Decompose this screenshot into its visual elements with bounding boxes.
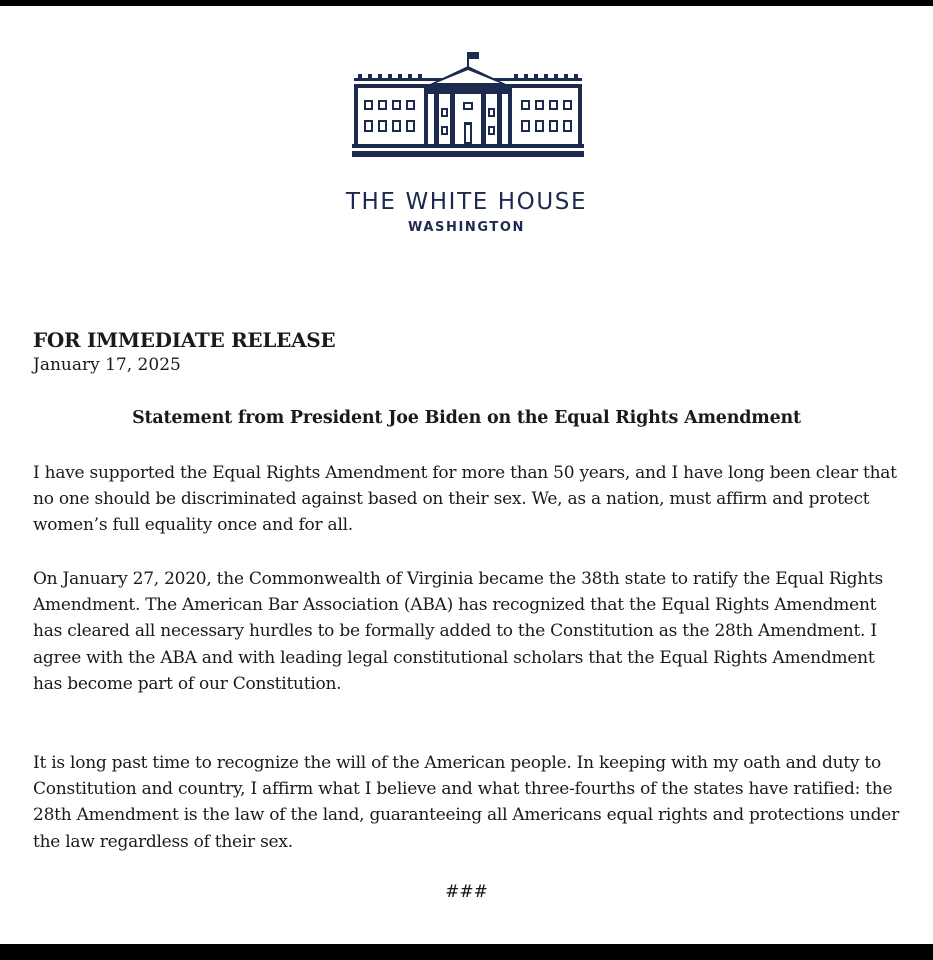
statement-paragraph: On January 27, 2020, the Commonwealth of Virginia became the 38th state to ratify the Equal Rights Amendment. The American Bar Association (ABA) has recognized that the Equal Rights Amendment has cleared all necessary hurdles to be formally added to the Constitution as the 28th Amendment. I agree with the ABA and with leading legal constitutional scholars that the Equal Rights Amendment has become part of our Constitution. [33, 569, 884, 694]
release-date: January 17, 2025 [33, 355, 181, 375]
press-release-page [0, 6, 933, 944]
white-house-building-icon [350, 48, 586, 160]
organization-name: THE WHITE HOUSE [345, 189, 588, 215]
end-of-release-mark: ### [445, 882, 488, 902]
statement-paragraph: It is long past time to recognize the will of the American people. In keeping with my oath and duty to Constitution and country, I affirm what I believe and what three-fourths of the states have ratified: the 28th Amendment is the law of the land, guaranteeing all Americans equal rights and protections under the law regardless of their sex. [33, 753, 899, 852]
statement-headline: Statement from President Joe Biden on the Equal Rights Amendment [132, 408, 801, 428]
release-label: FOR IMMEDIATE RELEASE [33, 328, 336, 352]
organization-location: WASHINGTON [407, 220, 526, 235]
statement-paragraph: I have supported the Equal Rights Amendment for more than 50 years, and I have long been clear that no one should be discriminated against based on their sex. We, as a nation, must affirm and protect women’s full equality once and for all. [33, 463, 897, 536]
